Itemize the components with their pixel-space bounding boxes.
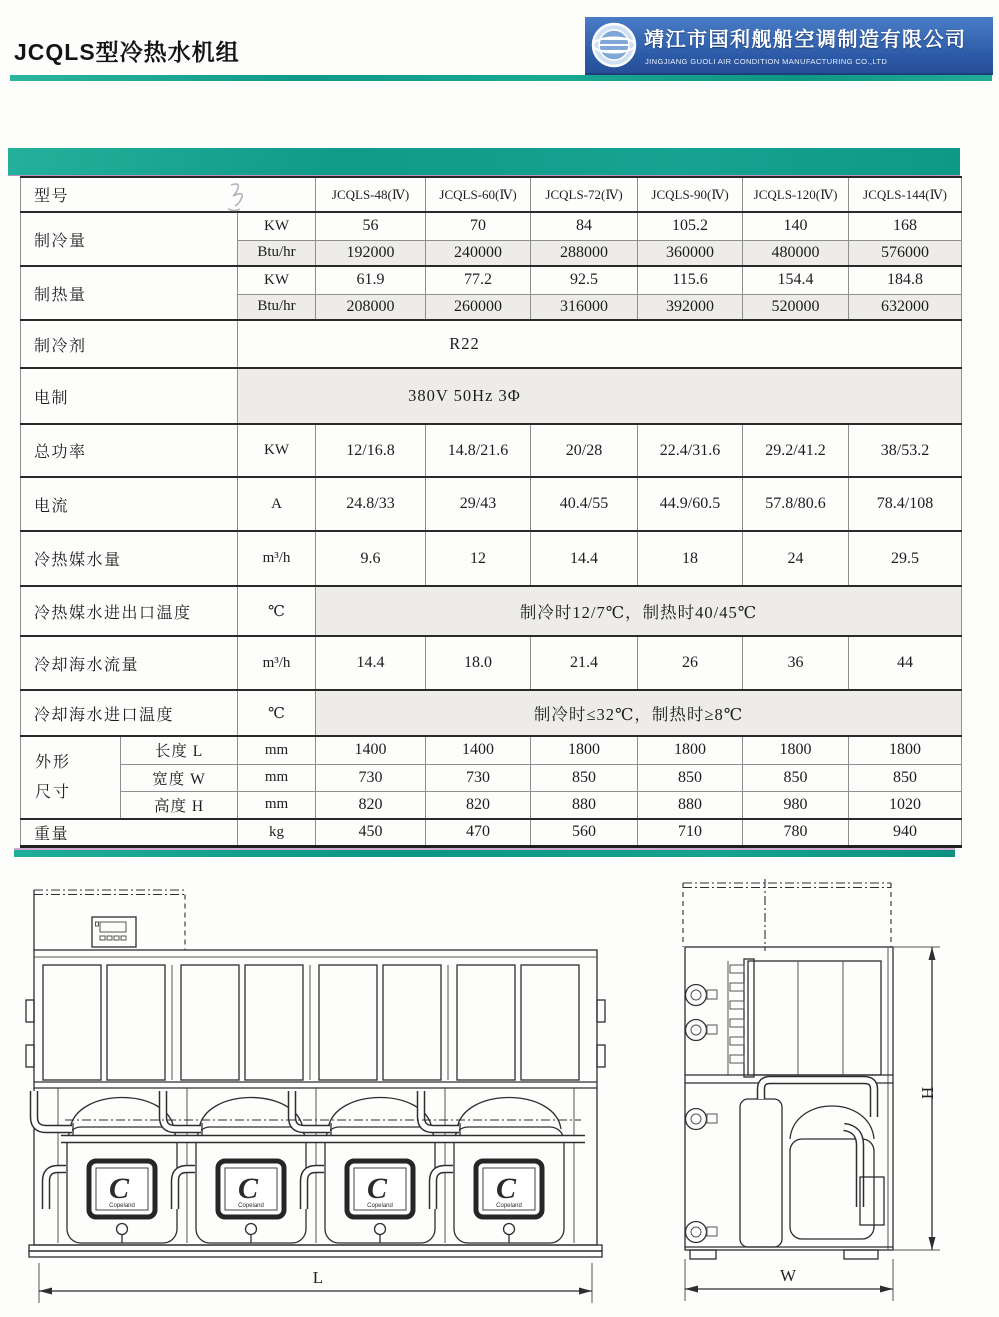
unit-cell: ℃ [238, 690, 316, 736]
spec-cell: 56 [316, 212, 426, 240]
unit-cell: A [238, 477, 316, 531]
spec-cell: 105.2 [638, 212, 743, 240]
spec-cell: 520000 [743, 294, 849, 320]
model-header: JCQLS-120(Ⅳ) [743, 177, 849, 212]
unit-cell: m³/h [238, 531, 316, 586]
spec-cell: 850 [531, 764, 638, 791]
spec-cell: 78.4/108 [849, 477, 962, 531]
spec-cell: 29/43 [426, 477, 531, 531]
spec-cell: 40.4/55 [531, 477, 638, 531]
spec-cell: 1400 [316, 736, 426, 764]
spec-cell: 18.0 [426, 636, 531, 690]
spec-cell: 880 [638, 791, 743, 819]
spec-cell: 850 [638, 764, 743, 791]
unit-cell: KW [238, 212, 316, 240]
unit-cell: m³/h [238, 636, 316, 690]
spec-cell: 115.6 [638, 266, 743, 294]
svg-text:Copeland: Copeland [496, 1203, 522, 1209]
spec-cell: 14.8/21.6 [426, 424, 531, 477]
table-header-band [8, 148, 960, 175]
spec-cell: 84 [531, 212, 638, 240]
spec-cell: 24.8/33 [316, 477, 426, 531]
spec-cell-refrigerant: R22 [238, 320, 962, 368]
unit-cell: mm [238, 791, 316, 819]
company-name-cn: 靖江市国利舰船空调制造有限公司 [644, 29, 967, 51]
spec-cell: 168 [849, 212, 962, 240]
dimensions-label-line1: 外形 [35, 753, 72, 771]
spec-cell: 1800 [849, 736, 962, 764]
model-header: JCQLS-90(Ⅳ) [638, 177, 743, 212]
spec-cell: 980 [743, 791, 849, 819]
control-display [92, 917, 136, 947]
spec-cell: 38/53.2 [849, 424, 962, 477]
spec-cell: 14.4 [316, 636, 426, 690]
spec-cell-seawater-temp: 制冷时≤32℃，制热时≥8℃ [316, 690, 962, 736]
heat-exchanger-coil [685, 959, 893, 1083]
spec-cell: 208000 [316, 294, 426, 320]
compressor-unit [292, 1091, 435, 1243]
unit-cell: kg [238, 819, 316, 846]
pipe-flanges [686, 985, 718, 1243]
spec-cell: 24 [743, 531, 849, 586]
row-label-height: 高度 H [121, 791, 238, 819]
spec-cell: 260000 [426, 294, 531, 320]
spec-cell: 560 [531, 819, 638, 846]
spec-cell: 470 [426, 819, 531, 846]
spec-cell: 576000 [849, 240, 962, 266]
spec-cell: 1020 [849, 791, 962, 819]
company-logo-banner [585, 17, 993, 75]
unit-cell: Btu/hr [238, 240, 316, 266]
spec-cell: 57.8/80.6 [743, 477, 849, 531]
row-label-power-supply: 电制 [21, 368, 238, 424]
spec-cell: 29.2/41.2 [743, 424, 849, 477]
spec-cell: 12 [426, 531, 531, 586]
spec-cell: 61.9 [316, 266, 426, 294]
front-view-drawing [25, 877, 625, 1307]
spec-table [20, 176, 962, 848]
model-header: JCQLS-72(Ⅳ) [531, 177, 638, 212]
compressor-side [740, 1080, 884, 1247]
row-label-width: 宽度 W [121, 764, 238, 791]
unit-cell: mm [238, 764, 316, 791]
spec-cell: 20/28 [531, 424, 638, 477]
row-label-cooling: 制冷量 [21, 212, 238, 266]
row-label-water-flow: 冷热媒水量 [21, 531, 238, 586]
row-label-total-power: 总功率 [21, 424, 238, 477]
spec-cell: 820 [316, 791, 426, 819]
spec-cell: 22.4/31.6 [638, 424, 743, 477]
spec-cell: 12/16.8 [316, 424, 426, 477]
svg-text:C: C [237, 1172, 259, 1205]
spec-cell: 1400 [426, 736, 531, 764]
svg-text:Copeland: Copeland [367, 1203, 393, 1209]
model-header: JCQLS-48(Ⅳ) [316, 177, 426, 212]
row-label-seawater-flow: 冷却海水流量 [21, 636, 238, 690]
dimension-length [39, 1263, 592, 1303]
spec-cell: 940 [849, 819, 962, 846]
spec-cell: 880 [531, 791, 638, 819]
row-label-current: 电流 [21, 477, 238, 531]
spec-cell: 360000 [638, 240, 743, 266]
svg-text:C: C [495, 1172, 517, 1205]
spec-cell: 92.5 [531, 266, 638, 294]
row-label-weight: 重量 [21, 819, 238, 846]
spec-cell: 26 [638, 636, 743, 690]
compressor-unit [421, 1091, 564, 1243]
unit-cell: Btu/hr [238, 294, 316, 320]
row-label-seawater-temp: 冷却海水进口温度 [21, 690, 238, 736]
dimension-width [685, 1259, 893, 1301]
spec-cell: 140 [743, 212, 849, 240]
side-view-drawing [648, 877, 996, 1307]
dimensions-label-line2: 尺寸 [35, 783, 72, 801]
spec-cell-water-temp: 制冷时12/7℃，制热时40/45℃ [316, 586, 962, 636]
row-label-length: 长度 L [121, 736, 238, 764]
spec-cell: 36 [743, 636, 849, 690]
svg-text:Copeland: Copeland [109, 1203, 135, 1209]
compressor-unit [34, 1091, 177, 1243]
spec-cell: 154.4 [743, 266, 849, 294]
control-box [34, 890, 185, 950]
spec-cell: 288000 [531, 240, 638, 266]
spec-cell: 730 [426, 764, 531, 791]
pencil-mark [225, 180, 255, 216]
dimension-height [893, 947, 940, 1250]
side-height-label: H [918, 1086, 937, 1100]
front-dim-label: L [312, 1268, 324, 1287]
spec-cell: 44.9/60.5 [638, 477, 743, 531]
spec-cell: 70 [426, 212, 531, 240]
spec-cell: 710 [638, 819, 743, 846]
spec-cell: 730 [316, 764, 426, 791]
model-header: JCQLS-144(Ⅳ) [849, 177, 962, 212]
spec-cell: 184.8 [849, 266, 962, 294]
svg-text:C: C [108, 1172, 130, 1205]
spec-cell: 850 [743, 764, 849, 791]
unit-cell: KW [238, 424, 316, 477]
unit-cell: KW [238, 266, 316, 294]
row-label-heating: 制热量 [21, 266, 238, 320]
globe-logo-icon [591, 22, 637, 68]
condenser-louvers [43, 965, 579, 1080]
spec-cell: 632000 [849, 294, 962, 320]
spec-cell: 1800 [531, 736, 638, 764]
spec-cell: 14.4 [531, 531, 638, 586]
spec-cell: 316000 [531, 294, 638, 320]
company-name-en: JINGJIANG GUOLI AIR CONDITION MANUFACTURING CO.,LTD [645, 57, 888, 66]
spec-cell: 1800 [743, 736, 849, 764]
spec-cell: 780 [743, 819, 849, 846]
model-header: JCQLS-60(Ⅳ) [426, 177, 531, 212]
spec-cell: 480000 [743, 240, 849, 266]
row-label-dimensions [21, 736, 121, 819]
unit-cell: ℃ [238, 586, 316, 636]
spec-cell: 392000 [638, 294, 743, 320]
spec-cell: 192000 [316, 240, 426, 266]
spec-cell: 240000 [426, 240, 531, 266]
spec-cell: 9.6 [316, 531, 426, 586]
unit-cell: mm [238, 736, 316, 764]
title-underline [10, 75, 992, 81]
svg-text:Copeland: Copeland [238, 1203, 264, 1209]
row-label-refrigerant: 制冷剂 [21, 320, 238, 368]
row-label-model: 型号 [21, 177, 316, 212]
table-footer-band [14, 850, 955, 857]
spec-cell: 850 [849, 764, 962, 791]
spec-cell: 29.5 [849, 531, 962, 586]
row-label-water-temp: 冷热媒水进出口温度 [21, 586, 238, 636]
spec-cell: 77.2 [426, 266, 531, 294]
spec-cell: 1800 [638, 736, 743, 764]
spec-cell: 44 [849, 636, 962, 690]
spec-cell: 18 [638, 531, 743, 586]
svg-text:C: C [366, 1172, 388, 1205]
compressor-unit [163, 1091, 306, 1243]
page-title: JCQLS型冷热水机组 [14, 39, 240, 65]
spec-cell-power-supply: 380V 50Hz 3Φ [238, 368, 962, 424]
spec-cell: 450 [316, 819, 426, 846]
spec-cell: 21.4 [531, 636, 638, 690]
spec-cell: 820 [426, 791, 531, 819]
side-width-label: W [779, 1266, 797, 1285]
